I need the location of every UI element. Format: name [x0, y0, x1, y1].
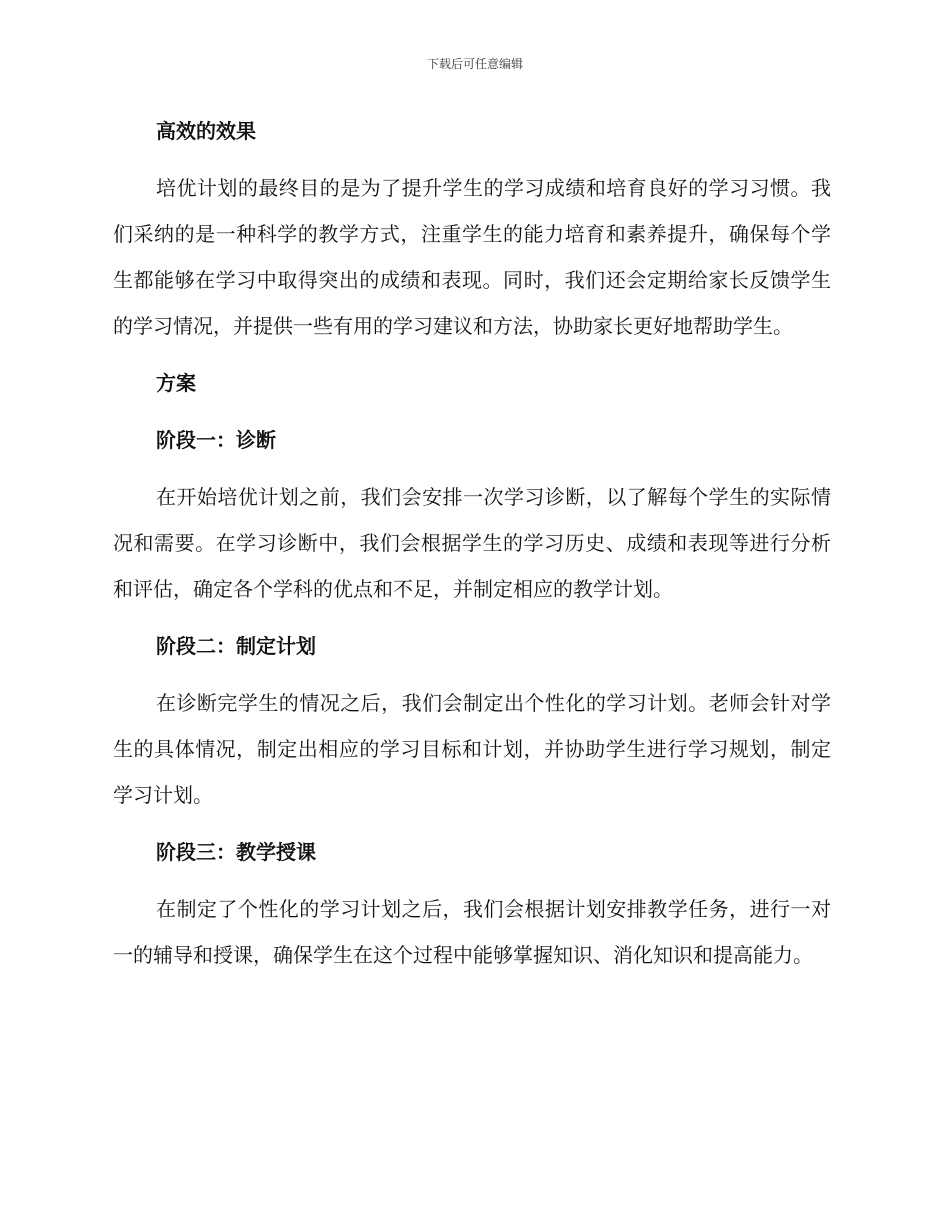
section-heading-stage-1: 阶段一：诊断 — [156, 428, 276, 452]
section-paragraph-stage-3: 在制定了个性化的学习计划之后，我们会根据计划安排教学任务，进行一对一的辅导和授课，确保学生在这个过程中能够掌握知识、消化知识和提高能力。 — [113, 897, 831, 967]
document-body — [113, 108, 831, 989]
section-paragraph-stage-2: 在诊断完学生的情况之后，我们会制定出个性化的学习计划。老师会针对学生的具体情况，制定出相应的学习目标和计划，并协助学生进行学习规划，制定学习计划。 — [113, 691, 831, 807]
section-heading-stage-3: 阶段三：教学授课 — [156, 840, 316, 864]
section-paragraph-stage-1: 在开始培优计划之前，我们会安排一次学习诊断，以了解每个学生的实际情况和需要。在学习诊断中，我们会根据学生的学习历史、成绩和表现等进行分析和评估，确定各个学科的优点和不足，并制定相应的教学计划。 — [113, 485, 831, 601]
section-heading-stage-2: 阶段二：制定计划 — [156, 634, 316, 658]
section-heading-effect: 高效的效果 — [156, 119, 256, 143]
page-header-note: 下载后可任意编辑 — [426, 57, 523, 71]
section-heading-plan: 方案 — [156, 371, 196, 395]
section-paragraph-effect: 培优计划的最终目的是为了提升学生的学习成绩和培育良好的学习习惯。我们采纳的是一种科学的教学方式，注重学生的能力培育和素养提升，确保每个学生都能够在学习中取得突出的成绩和表现。同时，我们还会定期给家长反馈学生的学习情况，并提供一些有用的学习建议和方法，协助家长更好地帮助学生。 — [113, 176, 831, 338]
